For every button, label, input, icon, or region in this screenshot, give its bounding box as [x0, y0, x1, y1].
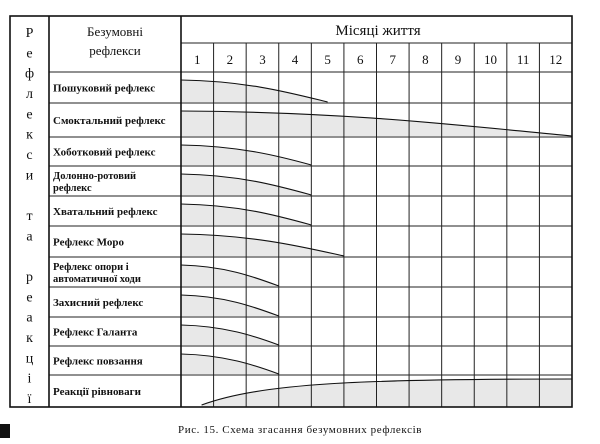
left-header-line2: рефлекси	[89, 43, 141, 58]
row-label: Рефлекс Моро	[53, 236, 125, 249]
left-header-line1: Безумовні	[86, 24, 144, 39]
side-letter: ф	[24, 66, 35, 82]
row-label: автоматичної ходи	[53, 274, 141, 285]
month-label-4: 4	[291, 52, 299, 67]
month-label-1: 1	[194, 52, 201, 67]
side-letter: а	[26, 229, 33, 245]
side-letter: с	[26, 148, 33, 163]
side-letter: ц	[25, 351, 34, 367]
row-label: Хоботковий рефлекс	[53, 146, 156, 159]
side-letter: р	[26, 270, 33, 285]
reflex-fade-area	[181, 265, 279, 286]
row-label: Реакції рівноваги	[53, 386, 141, 398]
month-label-5: 5	[324, 52, 331, 67]
side-letter: к	[26, 331, 33, 346]
months-title: Місяці життя	[335, 23, 421, 39]
side-letter: е	[26, 46, 33, 62]
reflex-fade-area	[181, 354, 279, 374]
row-label: Рефлекс Галанта	[53, 326, 138, 339]
month-label-9: 9	[454, 52, 462, 67]
row-label: рефлекс	[53, 183, 92, 194]
side-letter: Р	[25, 26, 34, 41]
balance-reaction-area	[202, 379, 572, 407]
row-label: Рефлекс повзання	[53, 355, 143, 368]
month-label-3: 3	[259, 52, 266, 67]
side-letter: и	[25, 168, 34, 184]
month-label-10: 10	[484, 52, 498, 67]
month-label-8: 8	[422, 52, 429, 67]
side-letter: л	[26, 87, 33, 102]
row-label: Пошуковий рефлекс	[53, 82, 156, 95]
row-label: Рефлекс опори і	[53, 262, 129, 273]
row-label: Хватальний рефлекс	[53, 206, 158, 218]
reflex-fade-area	[181, 234, 344, 256]
month-label-2: 2	[226, 52, 234, 67]
side-letter: к	[26, 127, 33, 143]
month-label-12: 12	[549, 52, 563, 67]
row-label: Захисний рефлекс	[53, 297, 144, 309]
month-label-11: 11	[516, 52, 530, 67]
row-label: Долонно-ротовий	[53, 171, 137, 182]
reflex-fade-area	[181, 325, 279, 345]
side-letter: і	[27, 371, 32, 387]
side-letter: ї	[27, 392, 32, 407]
month-label-7: 7	[389, 52, 397, 67]
side-letter: е	[26, 107, 33, 123]
reflex-fade-area	[181, 80, 328, 102]
reflex-fade-area	[181, 295, 279, 316]
side-letter: е	[26, 290, 33, 306]
month-label-6: 6	[356, 52, 364, 67]
figure-caption: Рис. 15. Схема згасання безумовних рефлексів	[177, 424, 423, 436]
side-letter: т	[26, 209, 33, 224]
side-letter: а	[26, 310, 33, 326]
row-label: Смоктальний рефлекс	[53, 115, 166, 127]
side-label-vertical	[25, 26, 34, 407]
